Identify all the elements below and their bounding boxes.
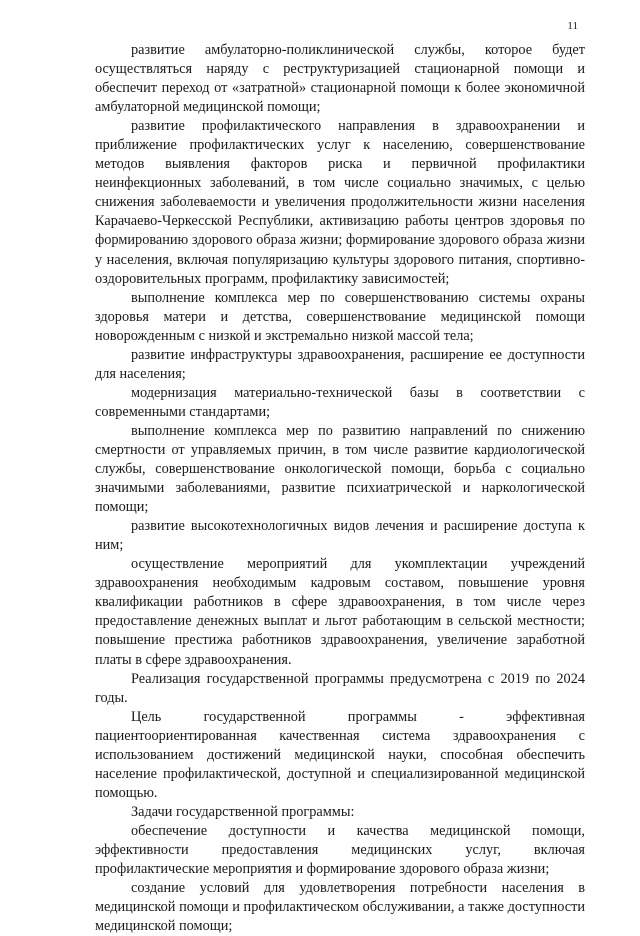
paragraph: развитие профилактического направления в здравоохранении и приближение профилактических услуг к населению, совершенствование методов выявления факторов риска и первичной профилактики неинфекционных заболеваний, в том числе социально значимых, с целью снижения заболеваемости и увеличения продолжительности жизни населения Карачаево-Черкесской Республики, активизацию работы центров здоровья по формированию здорового образа жизни; формирование здорового образа жизни у населения, включая популяризацию культуры здорового питания, спортивно-оздоровительных программ, профилактику зависимостей; xyxy=(95,118,585,287)
document-body xyxy=(95,41,585,936)
paragraph: создание условий для удовлетворения потребности населения в медицинской помощи и профилактическом обслуживании, а также доступности медицинской помощи; xyxy=(95,880,585,935)
paragraph: развитие инфраструктуры здравоохранения, расширение ее доступности для населения; xyxy=(95,346,585,382)
paragraph: развитие высокотехнологичных видов лечения и расширение доступа к ним; xyxy=(95,518,585,554)
paragraph: Задачи государственной программы: xyxy=(131,803,355,820)
paragraph: выполнение комплекса мер по совершенствованию системы охраны здоровья матери и детства, совершенствование медицинской помощи новорожденным с низкой и экстремально низкой массой тела; xyxy=(95,289,585,344)
paragraph: развитие амбулаторно-поликлинической службы, которое будет осуществляться наряду с реструктуризацией стационарной помощи и обеспечит переход от «затратной» стационарной помощи к более экономичной амбулаторной медицинской помощи; xyxy=(95,42,585,116)
paragraph: осуществление мероприятий для укомплектации учреждений здравоохранения необходимым кадровым составом, повышение уровня квалификации работников в сфере здравоохранения, в том числе через предоставление денежных выплат и льгот работающим в сельской местности; повышение престижа работников здравоохранения, увеличение заработной платы в сфере здравоохранения. xyxy=(95,556,585,668)
paragraph: выполнение комплекса мер по развитию направлений по снижению смертности от управляемых причин, в том числе развитие кардиологической службы, совершенствование онкологической помощи, борьба с социально значимыми заболеваниями, развитие психиатрической и наркологической помощи; xyxy=(95,422,585,516)
paragraph: модернизация материально-технической базы в соответствии с современными стандартами; xyxy=(95,384,585,420)
page-number: 11 xyxy=(567,20,578,32)
paragraph: Цель государственной программы - эффективная пациентоориентированная качественная система здравоохранения с использованием достижений медицинской науки, способная обеспечить население профилактической, доступной и специализированной медицинской помощью. xyxy=(95,708,585,801)
paragraph: Реализация государственной программы предусмотрена с 2019 по 2024 годы. xyxy=(95,670,585,706)
paragraph: обеспечение доступности и качества медицинской помощи, эффективности предоставления медицинских услуг, включая профилактические мероприятия и формирование здорового образа жизни; xyxy=(95,822,585,878)
